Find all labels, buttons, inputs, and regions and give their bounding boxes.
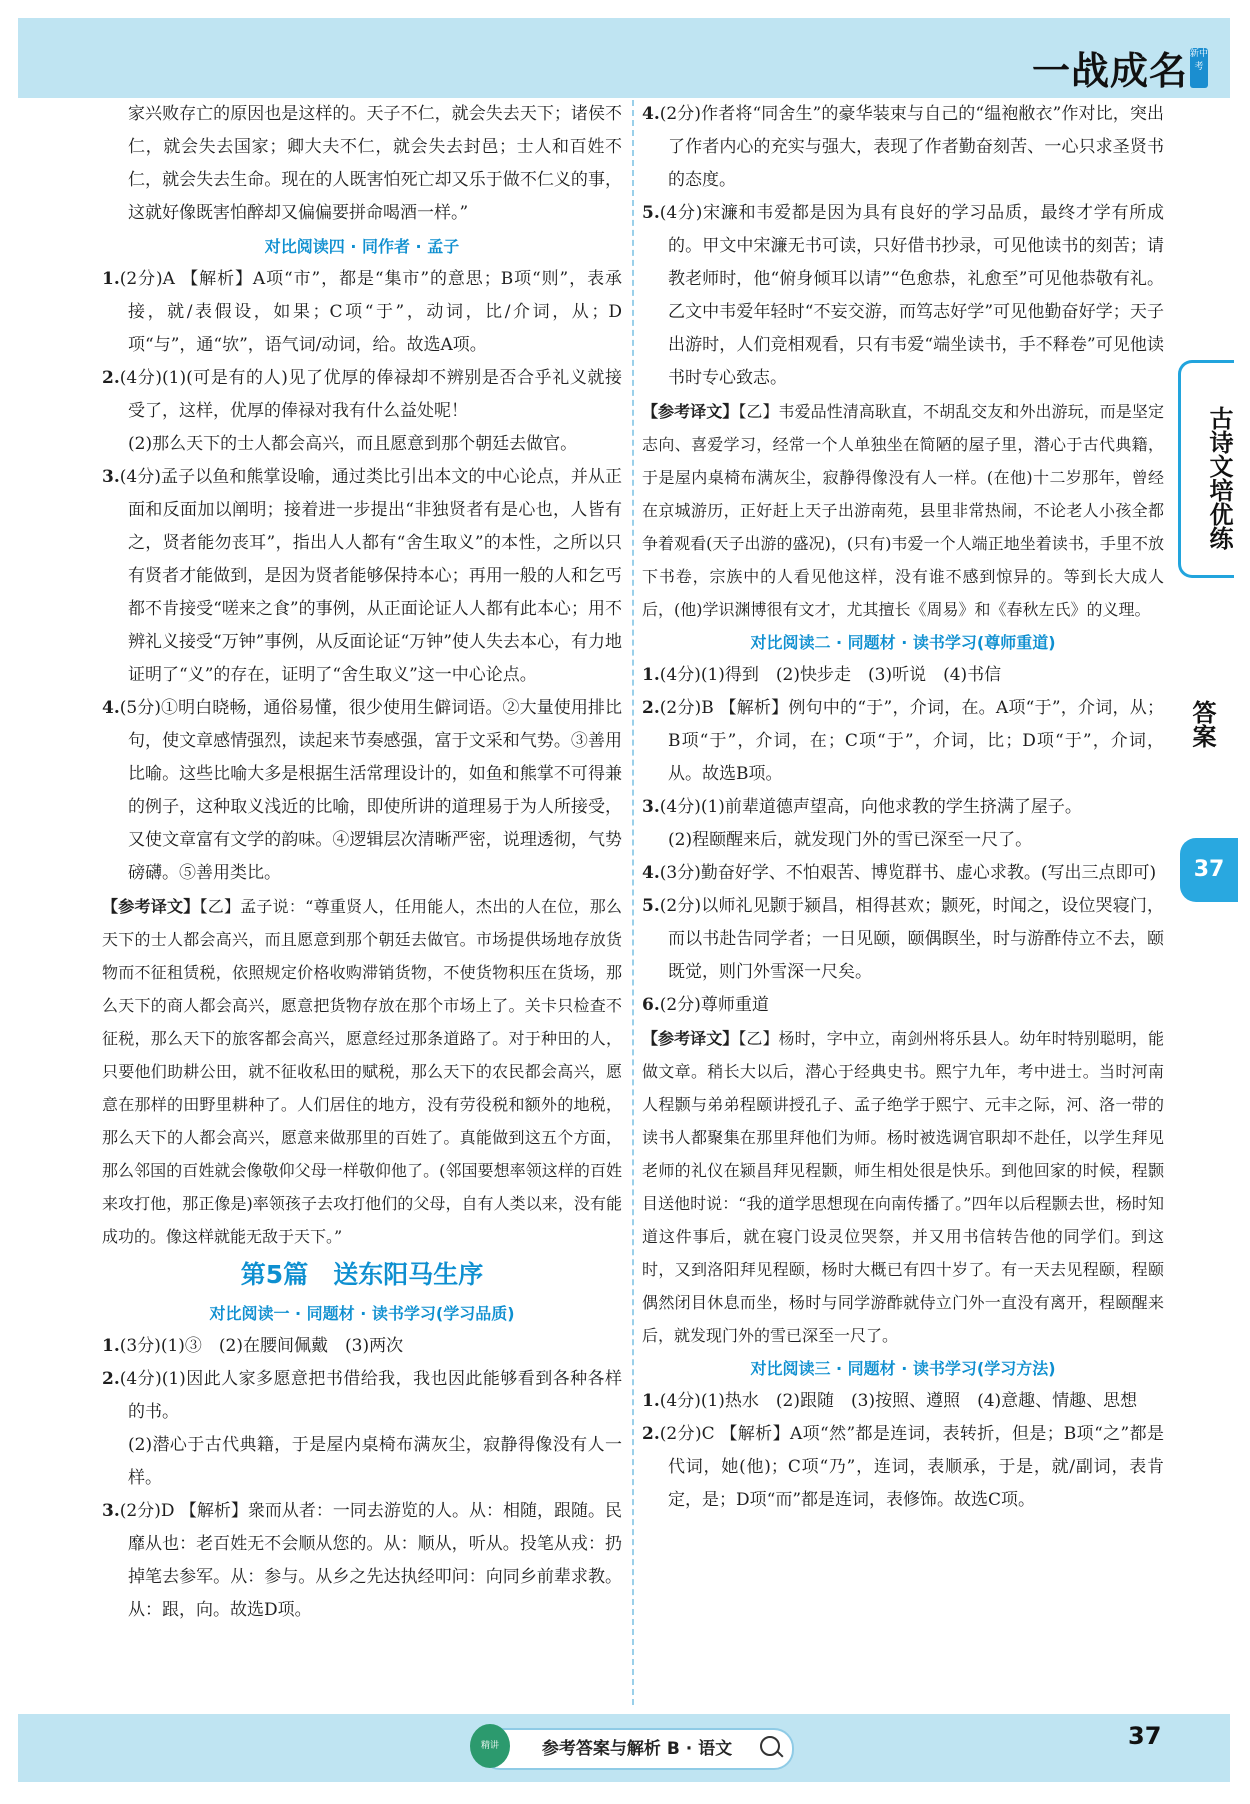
answer-item <box>642 857 1164 890</box>
brand-sub-badge: 新中考 <box>1190 48 1208 88</box>
section-heading: 对比阅读一 · 同题材 · 读书学习(学习品质) <box>209 1304 515 1323</box>
item-number: 3. <box>102 467 120 487</box>
item-number: 5. <box>642 896 660 916</box>
item-number: 1. <box>642 1391 660 1411</box>
translation-label: 【参考译文】 <box>642 402 739 421</box>
item-number: 4. <box>102 698 120 718</box>
item-number: 4. <box>642 863 660 883</box>
brand-logo: 一战成名 <box>1031 49 1188 93</box>
section-heading: 对比阅读三 · 同题材 · 读书学习(学习方法) <box>750 1359 1056 1378</box>
item-number: 2. <box>642 698 660 718</box>
translation-paragraph <box>102 890 622 1253</box>
item-text: (2分)C 【解析】A项“然”都是连词，表转折，但是；B项“之”都是代词，她(他)；C项“乃”，连词，表顺承，于是，就/副词，表肯定，是；D项“而”都是连词，表修饰。故选C项。 <box>659 1424 1164 1510</box>
answer-item <box>642 197 1164 395</box>
item-text: (2分)作者将“同舍生”的豪华装束与自己的“缊袍敝衣”作对比，突出了作者内心的充实与强大，表现了作者勤奋刻苦、一心只求圣贤书的态度。 <box>659 104 1164 190</box>
page-side-tab: 37 <box>1180 838 1238 902</box>
item-number: 5. <box>642 203 660 223</box>
item-text: (4分)孟子以鱼和熊掌设喻，通过类比引出本文的中心论点，并从正面和反面加以阐明；接着进一步提出“非独贤者有是心也，人皆有之，贤者能勿丧耳”，指出人人都有“舍生取义”的本性，之所以只有贤者才能做到，是因为贤者能够保持本心；再用一般的人和乞丐都不肯接受“嗟来之食”的事例，从正面论证人人都有此本心；用不辨礼义接受“万钟”事例，从反面论证“万钟”使人失去本心，有力地证明了“义”的存在，证明了“舍生取义”这一中心论点。 <box>119 467 622 685</box>
intro-paragraph: 家兴败存亡的原因也是这样的。天子不仁，就会失去天下；诸侯不仁，就会失去国家；卿大夫不仁，就会失去封邑；士人和百姓不仁，就会失去生命。现在的人既害怕死亡却又乐于做不仁义的事，这就好像既害怕醉却又偏偏要拼命喝酒一样。” <box>128 104 622 223</box>
answer-item <box>102 461 622 692</box>
answer-item <box>642 692 1164 791</box>
item-text: (4分)宋濂和韦爱都是因为具有良好的学习品质，最终才学有所成的。甲文中宋濂无书可读，只好借书抄录，可见他读书的刻苦；请教老师时，他“俯身倾耳以请”“色愈恭，礼愈至”可见他恭敬有礼。乙文中韦爱年轻时“不妄交游，而笃志好学”可见他勤奋好学；天子出游时，人们竞相观看，只有韦爱“端坐读书，手不释卷”可见他读书时专心致志。 <box>659 203 1164 388</box>
section-side-tab: 古诗文培优练 <box>1178 360 1234 578</box>
item-subtext: (2)潜心于古代典籍，于是屋内桌椅布满灰尘，寂静得像没有人一样。 <box>128 1435 622 1488</box>
item-number: 2. <box>102 368 120 388</box>
item-number: 2. <box>102 1369 120 1389</box>
answer-item <box>642 1385 1164 1418</box>
answer-item <box>102 1495 622 1627</box>
translation-paragraph <box>642 395 1164 626</box>
right-column <box>642 98 1164 1517</box>
answer-item <box>102 362 622 428</box>
page-number: 37 <box>1128 1722 1162 1750</box>
answer-item <box>642 989 1164 1022</box>
answer-item <box>642 1418 1164 1517</box>
item-text: (4分)(1)(可是有的人)见了优厚的俸禄却不辨别是否合乎礼义就接受了，这样，优厚的俸禄对我有什么益处呢！ <box>119 368 622 421</box>
item-text: (2分)D 【解析】衆而从者：一同去游览的人。从：相随，跟随。民靡从也：老百姓无不会顺从您的。从：顺从，听从。投笔从戎：扔掉笔去参军。从：参与。从乡之先达执经叩问：向同乡前辈求教。从：跟，向。故选D项。 <box>119 1501 622 1620</box>
translation-text: 【乙】杨时，字中立，南剑州将乐县人。幼年时特别聪明，能做文章。稍长大以后，潜心于经典史书。熙宁九年，考中进士。当时河南人程颢与弟弟程颐讲授孔子、孟子绝学于熙宁、元丰之际，河、洛一带的读书人都聚集在那里拜他们为师。杨时被选调官职却不赴任，以学生拜见老师的礼仪在颍昌拜见程颢，师生相处很是快乐。到他回家的时候，程颢目送他时说：“我的道学思想现在向南传播了。”四年以后程颢去世，杨时知道这件事后，就在寝门设灵位哭祭，并又用书信转告他的同学们。到这时，又到洛阳拜见程颐，杨时大概已有四十岁了。有一天去见程颐，程颐偶然闭目休息而坐，杨时与同学游酢就侍立门外一直没有离开，程颐醒来后，就发现门外的雪已深至一尺了。 <box>642 1029 1164 1345</box>
footer-logo: 精讲 <box>470 1724 510 1768</box>
translation-label: 【参考译文】 <box>642 1029 739 1048</box>
item-number: 4. <box>642 104 660 124</box>
answer-item <box>642 659 1164 692</box>
item-number: 2. <box>642 1424 660 1444</box>
item-number: 1. <box>102 1336 120 1356</box>
item-text: (4分)(1)得到 (2)快步走 (3)听说 (4)书信 <box>659 665 1002 685</box>
translation-label: 【参考译文】 <box>102 897 200 916</box>
answer-item <box>642 98 1164 197</box>
item-text: (2分)尊师重道 <box>659 995 769 1015</box>
section-heading: 对比阅读四 · 同作者 · 孟子 <box>264 237 460 256</box>
answer-item <box>642 890 1164 989</box>
item-number: 3. <box>642 797 660 817</box>
column-divider <box>632 100 634 1705</box>
footer-title: 参考答案与解析 B · 语文 <box>480 1728 794 1770</box>
item-number: 3. <box>102 1501 120 1521</box>
item-text: (3分)勤奋好学、不怕艰苦、博览群书、虚心求教。(写出三点即可) <box>659 863 1157 883</box>
item-text: (2分)A 【解析】A项“市”，都是“集市”的意思；B项“则”，表承接，就/表假设，如果；C项“于”，动词，比/介词，从；D项“与”，通“欤”，语气词/动词，给。故选A项。 <box>119 269 622 355</box>
item-text: (4分)(1)因此人家多愿意把书借给我，我也因此能够看到各种各样的书。 <box>119 1369 622 1422</box>
chapter-title: 第5篇 送东阳马生序 <box>240 1260 484 1289</box>
search-icon <box>760 1736 780 1756</box>
item-subtext: (2)那么天下的士人都会高兴，而且愿意到那个朝廷去做官。 <box>128 434 578 454</box>
answer-item <box>102 263 622 362</box>
item-text: (2分)B 【解析】例句中的“于”，介词，在。A项“于”，介词，从；B项“于”，介词，在；C项“于”，介词，比；D项“于”，介词，从。故选B项。 <box>659 698 1164 784</box>
answer-side-label: 答案 <box>1188 700 1216 748</box>
answer-item <box>102 692 622 890</box>
item-number: 1. <box>642 665 660 685</box>
answer-item <box>102 1330 622 1363</box>
item-subtext: (2)程颐醒来后，就发现门外的雪已深至一尺了。 <box>668 830 1033 850</box>
section-heading: 对比阅读二 · 同题材 · 读书学习(尊师重道) <box>750 633 1056 652</box>
item-number: 6. <box>642 995 660 1015</box>
item-text: (2分)以师礼见颢于颍昌，相得甚欢；颢死，时闻之，设位哭寝门，而以书赴告同学者；一日见颐，颐偶瞑坐，时与游酢侍立不去，颐既觉，则门外雪深一尺矣。 <box>659 896 1164 982</box>
translation-text: 【乙】韦爱品性清高耿直，不胡乱交友和外出游玩，而是坚定志向、喜爱学习，经常一个人单独坐在简陋的屋子里，潜心于古代典籍，于是屋内桌椅布满灰尘，寂静得像没有人一样。(在他)十二岁那年，曾经在京城游历，正好赶上天子出游南苑，县里非常热闹，不论老人小孩全都争着观看(天子出游的盛况)，(只有)韦爱一个人端正地坐着读书，手里不放下书卷，宗族中的人看见他这样，没有谁不感到惊异的。等到长大成人后，(他)学识渊博很有文才，尤其擅长《周易》和《春秋左氏》的义理。 <box>642 402 1164 619</box>
translation-text: 【乙】孟子说：“尊重贤人，任用能人，杰出的人在位，那么天下的士人都会高兴，而且愿意到那个朝廷去做官。市场提供场地存放货物而不征租赁税，依照规定价格收购滞销货物，不使货物积压在货场，那么天下的商人都会高兴，愿意把货物存放在那个市场上了。关卡只检查不征税，那么天下的旅客都会高兴，愿意经过那条道路了。对于种田的人，只要他们助耕公田，就不征收私田的赋税，那么天下的农民都会高兴，愿意在那样的田野里耕种了。人们居住的地方，没有劳役税和额外的地税，那么天下的人都会高兴，愿意来做那里的百姓了。真能做到这五个方面，那么邻国的百姓就会像敬仰父母一样敬仰他了。(邻国要想率领这样的百姓来攻打他，那正像是)率领孩子去攻打他们的父母，自有人类以来，没有能成功的。像这样就能无敌于天下。” <box>102 897 622 1246</box>
item-text: (5分)①明白晓畅，通俗易懂，很少使用生僻词语。②大量使用排比句，使文章感情强烈，读起来节奏感强，富于文采和气势。③善用比喻。这些比喻大多是根据生活常理设计的，如鱼和熊掌不可得兼的例子，这种取义浅近的比喻，即使所讲的道理易于为人所接受，又使文章富有文学的韵味。④逻辑层次清晰严密，说理透彻，气势磅礴。⑤善用类比。 <box>119 698 622 883</box>
item-text: (3分)(1)③ (2)在腰间佩戴 (3)两次 <box>119 1336 404 1356</box>
left-column <box>102 98 622 1627</box>
translation-paragraph <box>642 1022 1164 1352</box>
item-number: 1. <box>102 269 120 289</box>
item-text: (4分)(1)前辈道德声望高，向他求教的学生挤满了屋子。 <box>659 797 1082 817</box>
answer-item <box>642 791 1164 824</box>
item-text: (4分)(1)热水 (2)跟随 (3)按照、遵照 (4)意趣、情趣、思想 <box>659 1391 1138 1411</box>
answer-item <box>102 1363 622 1429</box>
